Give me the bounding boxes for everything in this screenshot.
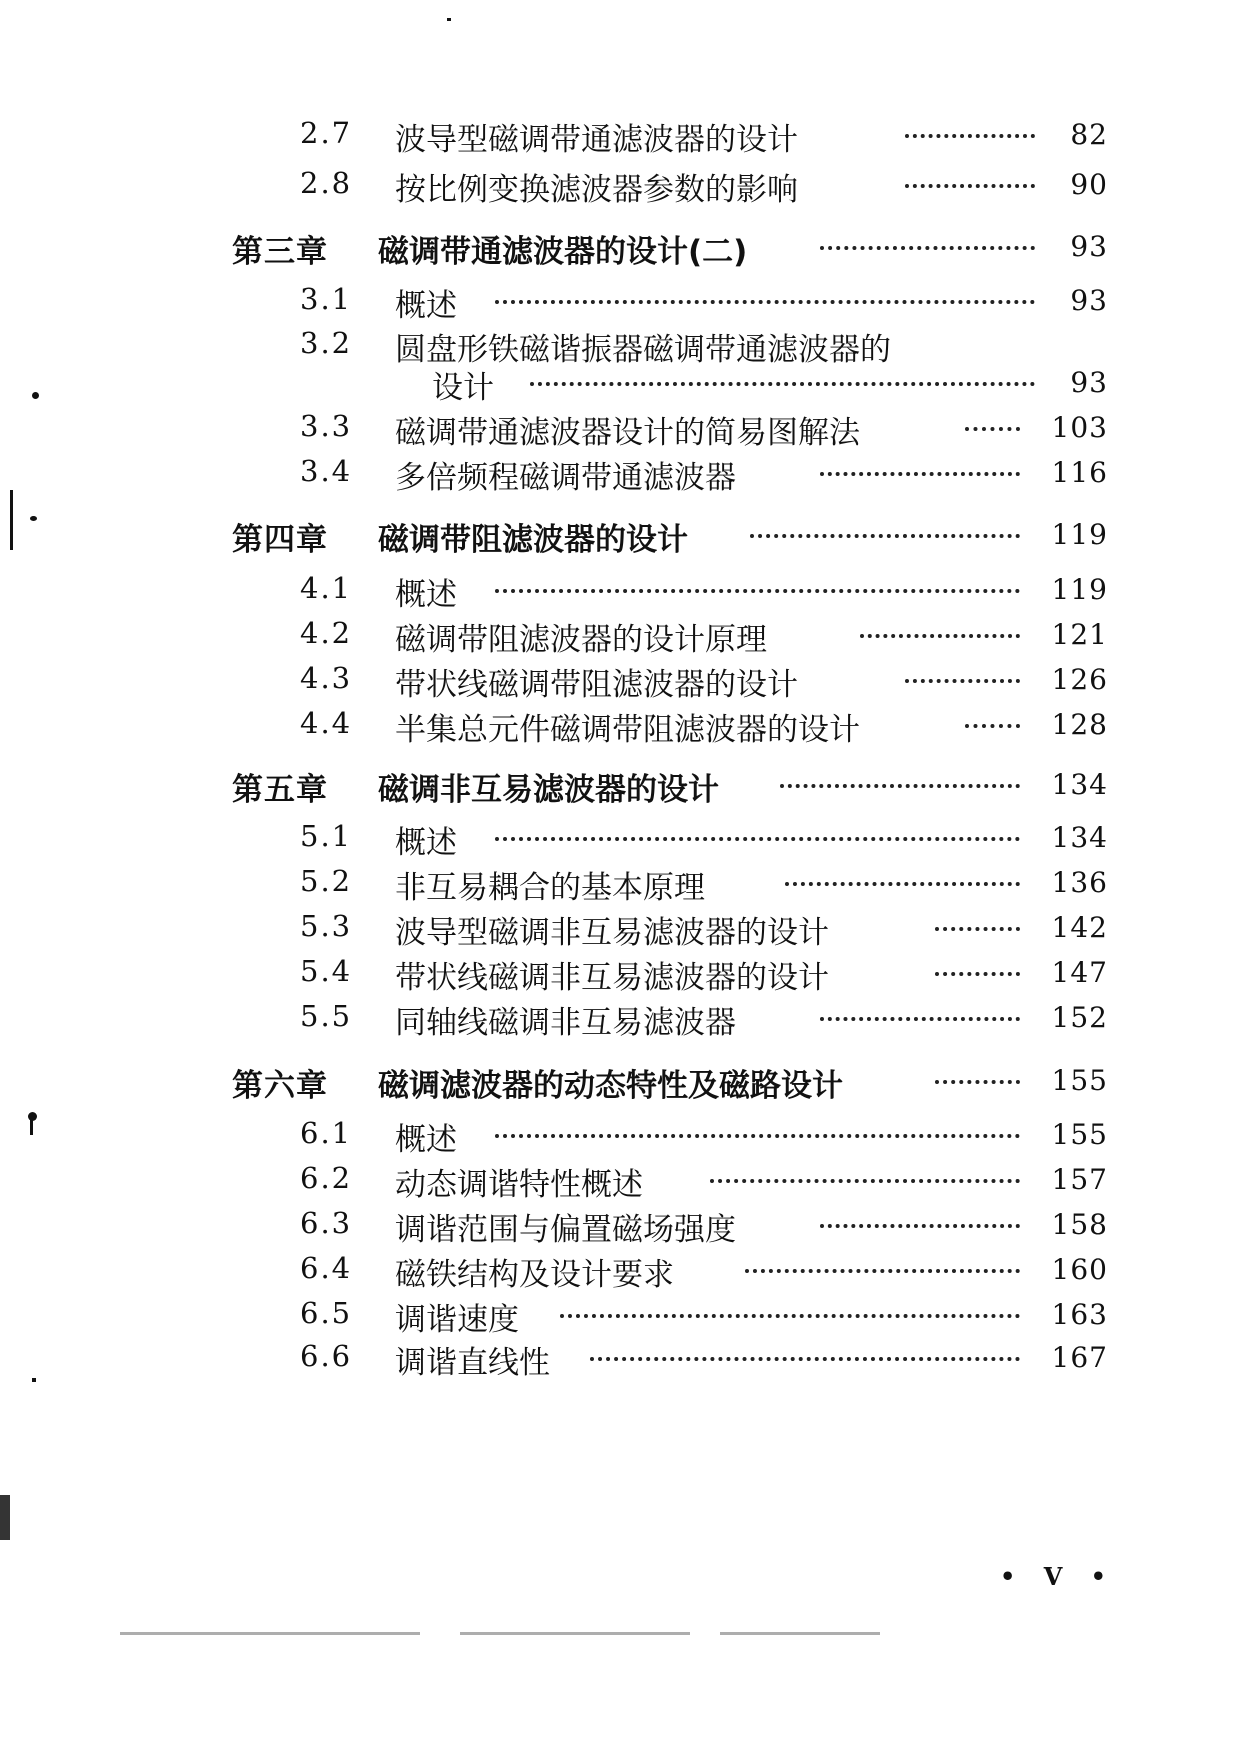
page-number: 90 (1070, 168, 1108, 201)
page-number: 93 (1070, 366, 1108, 399)
leader-dots (935, 972, 1020, 976)
section-number: 2.8 (300, 166, 353, 200)
section-title: 半集总元件磁调带阻滤波器的设计 (395, 712, 860, 748)
section-title: 同轴线磁调非互易滤波器 (395, 1005, 736, 1041)
toc-chapter-4 (0, 512, 1240, 556)
scan-noise-line (120, 1632, 420, 1635)
leader-dots (590, 1357, 1020, 1361)
section-title: 波导型磁调带通滤波器的设计 (395, 122, 798, 158)
section-title-continued: 设计 (432, 370, 494, 406)
scan-speck (30, 516, 37, 521)
section-number: 5.4 (300, 954, 353, 988)
section-number: 3.4 (300, 454, 353, 488)
page-number: 134 (1051, 821, 1108, 854)
section-number: 5.1 (300, 819, 353, 853)
leader-dots (495, 300, 1035, 304)
page-number: 160 (1051, 1253, 1108, 1286)
section-title: 带状线磁调非互易滤波器的设计 (395, 960, 829, 996)
chapter-number: 第六章 (232, 1068, 328, 1104)
page-number: 155 (1051, 1118, 1108, 1151)
toc-entry-5-3 (0, 905, 1240, 949)
toc-entry-3-2-continued (0, 360, 1240, 404)
scan-noise-line (460, 1632, 690, 1635)
page-number: 142 (1051, 911, 1108, 944)
section-title: 概述 (395, 577, 457, 613)
section-title: 按比例变换滤波器参数的影响 (395, 172, 798, 208)
toc-chapter-3 (0, 224, 1240, 268)
section-title: 概述 (395, 1122, 457, 1158)
section-title: 调谐范围与偏置磁场强度 (395, 1212, 736, 1248)
chapter-title: 磁调带阻滤波器的设计 (378, 522, 688, 558)
page-number: 119 (1051, 518, 1108, 551)
scan-speck (30, 1115, 33, 1135)
toc-chapter-5 (0, 762, 1240, 806)
section-number: 4.4 (300, 706, 353, 740)
scan-speck (32, 392, 39, 399)
page-number: 155 (1051, 1064, 1108, 1097)
leader-dots (745, 1269, 1020, 1273)
chapter-number: 第四章 (232, 522, 328, 558)
toc-entry-5-4 (0, 950, 1240, 994)
toc-entry-6-3 (0, 1202, 1240, 1246)
binding-line (10, 490, 13, 550)
section-title: 动态调谐特性概述 (395, 1167, 643, 1203)
leader-dots (965, 724, 1020, 728)
chapter-title: 磁调带通滤波器的设计(二) (378, 234, 748, 270)
toc-entry-6-6 (0, 1335, 1240, 1379)
page-number: 136 (1051, 866, 1108, 899)
section-title: 多倍频程磁调带通滤波器 (395, 460, 736, 496)
page-number: 103 (1051, 411, 1108, 444)
page-number: 147 (1051, 956, 1108, 989)
scan-noise-line (720, 1632, 880, 1635)
section-title: 磁调带阻滤波器的设计原理 (395, 622, 767, 658)
page-number: 82 (1070, 118, 1108, 151)
section-title: 磁铁结构及设计要求 (395, 1257, 674, 1293)
section-title: 波导型磁调非互易滤波器的设计 (395, 915, 829, 951)
leader-dots (785, 882, 1020, 886)
leader-dots (935, 1080, 1020, 1084)
page-number: 93 (1070, 284, 1108, 317)
chapter-title: 磁调非互易滤波器的设计 (378, 772, 719, 808)
section-number: 2.7 (300, 116, 353, 150)
page-number: 158 (1051, 1208, 1108, 1241)
toc-entry-5-1 (0, 815, 1240, 859)
page-number: 119 (1051, 573, 1108, 606)
leader-dots (560, 1314, 1020, 1318)
scan-speck (32, 1378, 36, 1382)
section-number: 4.3 (300, 661, 353, 695)
leader-dots (820, 1017, 1020, 1021)
toc-entry-5-5 (0, 995, 1240, 1039)
section-number: 6.6 (300, 1339, 353, 1373)
section-title: 圆盘形铁磁谐振器磁调带通滤波器的 (395, 332, 891, 368)
section-number: 4.1 (300, 571, 353, 605)
section-title: 磁调带通滤波器设计的简易图解法 (395, 415, 860, 451)
leader-dots (710, 1179, 1020, 1183)
toc-entry-6-2 (0, 1157, 1240, 1201)
page-number: 163 (1051, 1298, 1108, 1331)
section-title: 带状线磁调带阻滤波器的设计 (395, 667, 798, 703)
toc-entry-6-4 (0, 1247, 1240, 1291)
page-number: 152 (1051, 1001, 1108, 1034)
toc-entry-6-5 (0, 1292, 1240, 1336)
leader-dots (965, 427, 1020, 431)
section-number: 5.3 (300, 909, 353, 943)
leader-dots (530, 382, 1035, 386)
toc-entry-2-8 (0, 162, 1240, 206)
section-number: 5.2 (300, 864, 353, 898)
page-number: 128 (1051, 708, 1108, 741)
toc-entry-6-1 (0, 1112, 1240, 1156)
section-title: 非互易耦合的基本原理 (395, 870, 705, 906)
toc-entry-4-4 (0, 702, 1240, 746)
leader-dots (935, 927, 1020, 931)
page-number: 116 (1051, 456, 1108, 489)
toc-entry-4-1 (0, 567, 1240, 611)
section-title: 概述 (395, 288, 457, 324)
scan-speck (447, 18, 451, 21)
page-number: 126 (1051, 663, 1108, 696)
leader-dots (495, 589, 1020, 593)
chapter-title: 磁调滤波器的动态特性及磁路设计 (378, 1068, 843, 1104)
toc-entry-3-3 (0, 405, 1240, 449)
scan-speck (0, 1495, 10, 1540)
page-footer-number: • V • (1000, 1562, 1117, 1591)
leader-dots (820, 472, 1020, 476)
leader-dots (905, 679, 1020, 683)
page-number: 134 (1051, 768, 1108, 801)
section-number: 3.2 (300, 326, 353, 360)
section-title: 调谐速度 (395, 1302, 519, 1338)
section-number: 6.5 (300, 1296, 353, 1330)
toc-entry-3-4 (0, 450, 1240, 494)
leader-dots (820, 246, 1035, 250)
toc-entry-4-2 (0, 612, 1240, 656)
section-title: 调谐直线性 (395, 1345, 550, 1381)
section-number: 3.1 (300, 282, 353, 316)
page-number: 157 (1051, 1163, 1108, 1196)
section-number: 4.2 (300, 616, 353, 650)
section-title: 概述 (395, 825, 457, 861)
section-number: 6.2 (300, 1161, 353, 1195)
chapter-number: 第五章 (232, 772, 328, 808)
page-number: 121 (1051, 618, 1108, 651)
page-number: 93 (1070, 230, 1108, 263)
leader-dots (495, 1134, 1020, 1138)
chapter-number: 第三章 (232, 234, 328, 270)
section-number: 6.1 (300, 1116, 353, 1150)
leader-dots (905, 134, 1035, 138)
toc-chapter-6 (0, 1058, 1240, 1102)
leader-dots (750, 534, 1020, 538)
section-number: 5.5 (300, 999, 353, 1033)
toc-entry-5-2 (0, 860, 1240, 904)
page-number: 167 (1051, 1341, 1108, 1374)
leader-dots (905, 184, 1035, 188)
toc-entry-2-7 (0, 112, 1240, 156)
toc-entry-4-3 (0, 657, 1240, 701)
leader-dots (820, 1224, 1020, 1228)
leader-dots (780, 784, 1020, 788)
toc-entry-3-1 (0, 278, 1240, 322)
section-number: 6.4 (300, 1251, 353, 1285)
leader-dots (860, 634, 1020, 638)
section-number: 3.3 (300, 409, 353, 443)
section-number: 6.3 (300, 1206, 353, 1240)
leader-dots (495, 837, 1020, 841)
